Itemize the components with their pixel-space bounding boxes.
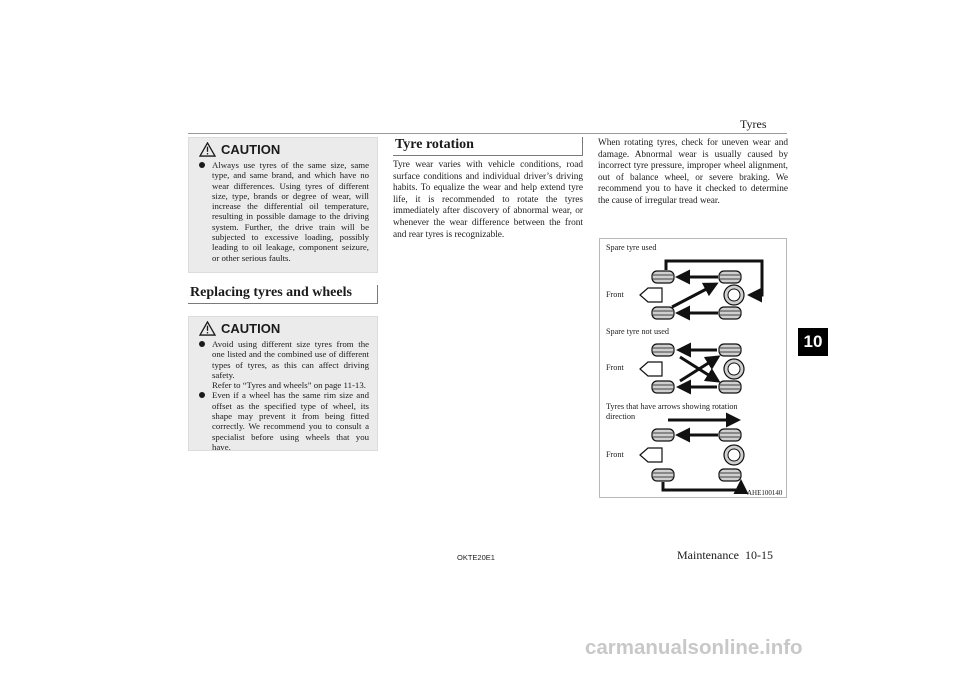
section-heading-rotation: Tyre rotation xyxy=(393,137,583,156)
tyre-icon xyxy=(652,429,674,441)
caution-box-wheel-size xyxy=(188,316,378,451)
front-arrow-icon xyxy=(640,362,662,376)
chapter-tab: 10 xyxy=(798,328,828,356)
tyre-icon xyxy=(719,271,741,283)
tyre-icon xyxy=(652,469,674,481)
panel-label-directional: Tyres that have arrows showing rotation direction xyxy=(606,402,738,421)
caution-item-text: Avoid using different size tyres from the one listed and the combined use of different types of tyres, as this can affect driving safety. xyxy=(212,339,369,380)
header-rule xyxy=(188,133,787,134)
rotation-paragraph: Tyre wear varies with vehicle conditions, road surface conditions and individual driver’s driving habits. To equalize the wear and help extend tyre life, it is recommended to rotate the tyres immediately after discovery of abnormal wear, or whenever the wear difference between the front and rear tyres is recognizable. xyxy=(393,160,583,240)
front-label: Front xyxy=(606,290,624,299)
front-arrow-icon xyxy=(640,288,662,302)
tyre-icon xyxy=(652,271,674,283)
caution-title: CAUTION xyxy=(221,320,281,336)
front-label: Front xyxy=(606,450,624,459)
caution-item: Even if a wheel has the same rim size and offset as the specified type of wheel, its shape may prevent it from being fitted correctly. We recommend you to consult a specialist before using wheels that you have. xyxy=(212,390,369,452)
tyre-icon xyxy=(652,307,674,319)
caution-item: Always use tyres of the same size, same type, and same brand, and which have no wear differences. Using tyres of different size, type, brands or degree of wear, will increase the differential oil temperature, resulting in possible damage to the driving system. Further, the drive train will be subjected to excessive loading, possibly leading to oil leakage, component seizure, or other serious faults. xyxy=(212,160,369,263)
panel-label-spare-not-used: Spare tyre not used xyxy=(606,327,669,336)
caution-header xyxy=(189,138,377,157)
caution-header xyxy=(189,317,377,336)
spare-tyre-icon xyxy=(724,445,744,465)
caution-box-tyre-type xyxy=(188,137,378,273)
tyre-icon xyxy=(652,344,674,356)
footer-section-name: Maintenance xyxy=(677,548,739,562)
caution-title: CAUTION xyxy=(221,141,281,157)
section-heading-replacing: Replacing tyres and wheels xyxy=(188,285,378,304)
footer-code: OKTE20E1 xyxy=(457,553,495,562)
tyre-rotation-figure xyxy=(599,238,787,498)
figure-code: AHE100140 xyxy=(747,489,783,497)
tyre-icon xyxy=(719,344,741,356)
tyre-icon xyxy=(719,381,741,393)
watermark-text: carmanualsonline.info xyxy=(585,636,803,659)
rotation-check-paragraph: When rotating tyres, check for uneven wear and damage. Abnormal wear is usually caused by incorrect tyre pressure, improper wheel alignment, out of balance wheel, or severe braking. We recommend you to have it checked to determine the cause of irregular tread wear. xyxy=(598,138,788,206)
front-label: Front xyxy=(606,363,624,372)
spare-tyre-icon xyxy=(724,285,744,305)
caution-list xyxy=(189,160,377,263)
tyre-icon xyxy=(719,307,741,319)
warning-triangle-icon xyxy=(199,142,216,157)
caution-item xyxy=(212,339,369,390)
rotation-diagrams xyxy=(600,239,786,497)
caution-item-reference: Refer to “Tyres and wheels” on page 11-13. xyxy=(212,380,366,391)
tyre-icon xyxy=(652,381,674,393)
tyre-icon xyxy=(719,429,741,441)
page-header-title: Tyres xyxy=(740,117,767,131)
caution-list xyxy=(189,339,377,452)
warning-triangle-icon xyxy=(199,321,216,336)
spare-tyre-icon xyxy=(724,359,744,379)
front-arrow-icon xyxy=(640,448,662,462)
tyre-icon xyxy=(719,469,741,481)
footer-page-number: 10-15 xyxy=(745,548,773,562)
panel-label-spare-used: Spare tyre used xyxy=(606,243,657,252)
